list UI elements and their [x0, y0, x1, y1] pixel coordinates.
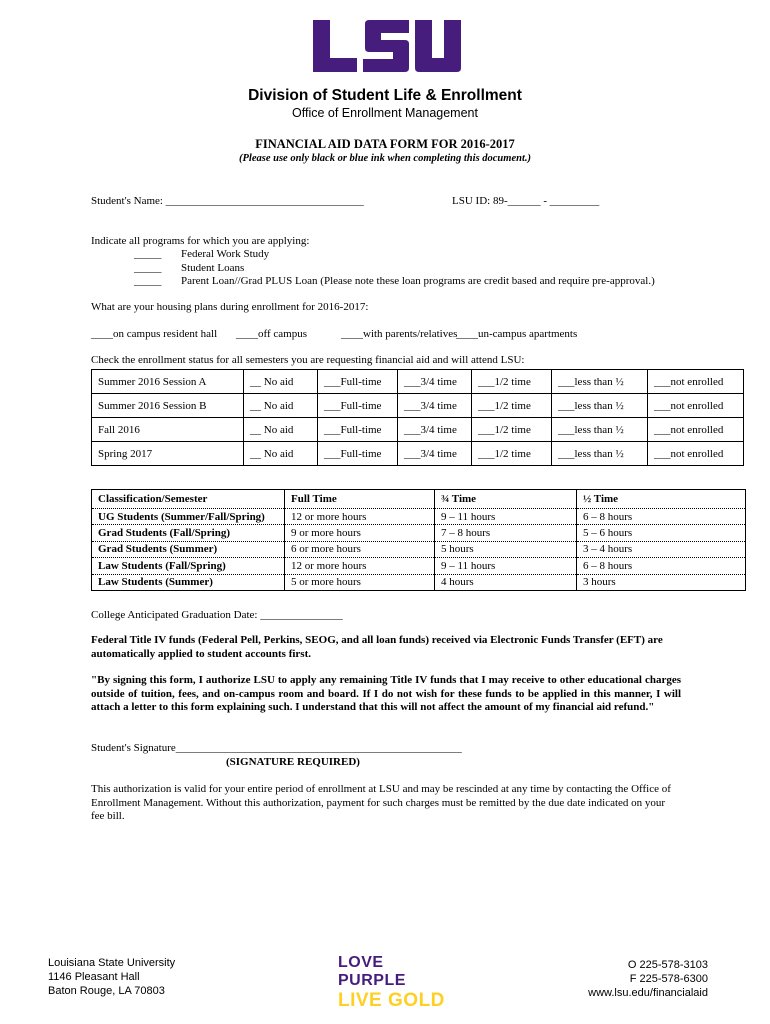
enrollment-row [92, 442, 744, 466]
hours-row [92, 574, 746, 590]
hours-value: 5 – 6 hours [577, 525, 746, 541]
program-label-fws: Federal Work Study [181, 248, 270, 260]
lsu-logo [313, 20, 461, 72]
validity-statement: This authorization is valid for your entire period of enrollment at LSU and may be rescinded at any time by contacting the Office of Enrollment Management. Without this authorization, payment for such charges must be remitted by the due date indicated on your fee bill. [91, 783, 671, 822]
hours-value: 7 – 8 hours [435, 525, 577, 541]
hours-row [92, 509, 746, 525]
column-header: Full Time [285, 490, 435, 509]
semester-label: Summer 2016 Session A [92, 370, 244, 394]
enrollment-option[interactable]: ___Full-time [318, 418, 398, 442]
hours-value: 12 or more hours [285, 509, 435, 525]
hours-value: 6 – 8 hours [577, 509, 746, 525]
enrollment-option[interactable]: ___less than ½ [552, 418, 648, 442]
enrollment-option[interactable]: __ No aid [244, 370, 318, 394]
hours-value: 9 – 11 hours [435, 509, 577, 525]
address-line: 1146 Pleasant Hall [48, 971, 140, 983]
ink-note: (Please use only black or blue ink when completing this document.) [239, 153, 531, 164]
hours-value: 5 hours [435, 541, 577, 557]
enrollment-option[interactable]: ___less than ½ [552, 370, 648, 394]
column-header: ¾ Time [435, 490, 577, 509]
love-purple-live-gold-logo [338, 954, 453, 1011]
housing-option[interactable]: ____off campus [236, 328, 307, 340]
program-label-loans: Student Loans [181, 262, 245, 274]
hours-value: 6 or more hours [285, 541, 435, 557]
program-blank-fws[interactable]: _____ [134, 248, 162, 260]
enrollment-row [92, 370, 744, 394]
semester-label: Spring 2017 [92, 442, 244, 466]
hours-row [92, 525, 746, 541]
form-title: FINANCIAL AID DATA FORM FOR 2016-2017 [255, 137, 515, 151]
enrollment-option[interactable]: ___Full-time [318, 370, 398, 394]
address-line: Baton Rouge, LA 70803 [48, 985, 165, 997]
website-link[interactable]: www.lsu.edu/financialaid [588, 987, 708, 999]
eft-notice: Federal Title IV funds (Federal Pell, Perkins, SEOG, and all loan funds) received via Electronic Funds Transfer (EFT) are automatically applied to student accounts first. [91, 634, 663, 660]
enrollment-option[interactable]: ___1/2 time [472, 442, 552, 466]
enrollment-option[interactable]: ___not enrolled [648, 442, 744, 466]
enrollment-option[interactable]: ___not enrolled [648, 418, 744, 442]
enrollment-option[interactable]: ___not enrolled [648, 370, 744, 394]
enrollment-option[interactable]: ___1/2 time [472, 418, 552, 442]
program-label-plus: Parent Loan//Grad PLUS Loan (Please note these loan programs are credit based and require pre-approval.) [181, 275, 655, 287]
authorization-statement: "By signing this form, I authorize LSU to apply any remaining Title IV funds that I may receive to other educational charges outside of tuition, fees, and on-campus room and board. If I do not wish for these funds to be applied in this manner, I will attach a letter to this form explaining such. I understand that this will not affect the amount of my financial aid refund." [91, 674, 681, 713]
hours-table [91, 489, 746, 591]
footer-address [48, 956, 175, 998]
program-blank-loans[interactable]: _____ [134, 262, 162, 274]
hours-value: 12 or more hours [285, 558, 435, 574]
signature-field[interactable]: Student's Signature____________________________________________________ [91, 742, 462, 754]
enrollment-option[interactable]: ___1/2 time [472, 370, 552, 394]
hours-value: 6 – 8 hours [577, 558, 746, 574]
column-header: ½ Time [577, 490, 746, 509]
housing-option[interactable]: ____on campus resident hall [91, 328, 218, 340]
housing-option[interactable]: ____un-campus apartments [456, 328, 578, 340]
lsu-id-field[interactable]: LSU ID: 89-______ - _________ [452, 195, 600, 207]
hours-value: 9 – 11 hours [435, 558, 577, 574]
housing-question: What are your housing plans during enrollment for 2016-2017: [91, 301, 369, 313]
enrollment-option[interactable]: ___less than ½ [552, 442, 648, 466]
enrollment-option[interactable]: ___less than ½ [552, 394, 648, 418]
housing-option[interactable]: ____with parents/relatives [341, 328, 458, 340]
program-blank-plus[interactable]: _____ [134, 275, 162, 287]
phone-fax: F 225-578-6300 [629, 973, 708, 985]
enrollment-table [91, 369, 744, 466]
enrollment-row [92, 394, 744, 418]
division-title: Division of Student Life & Enrollment [248, 87, 522, 104]
enrollment-instruction: Check the enrollment status for all semesters you are requesting financial aid and will attend LSU: [91, 354, 525, 366]
hours-value: 9 or more hours [285, 525, 435, 541]
enrollment-option[interactable]: ___3/4 time [398, 370, 472, 394]
hours-value: 3 hours [577, 574, 746, 590]
graduation-date-field[interactable]: College Anticipated Graduation Date: _______________ [91, 609, 343, 621]
enrollment-option[interactable]: ___3/4 time [398, 394, 472, 418]
slogan-bottom: LIVE GOLD [338, 990, 445, 1011]
enrollment-option[interactable]: __ No aid [244, 394, 318, 418]
classification-label: Law Students (Summer) [92, 574, 285, 590]
enrollment-option[interactable]: __ No aid [244, 418, 318, 442]
column-header: Classification/Semester [92, 490, 285, 509]
slogan-top: LOVE PURPLE [338, 954, 406, 989]
classification-label: Grad Students (Fall/Spring) [92, 525, 285, 541]
hours-header-row [92, 490, 746, 509]
hours-row [92, 558, 746, 574]
classification-label: UG Students (Summer/Fall/Spring) [92, 509, 285, 525]
phone-office: O 225-578-3103 [627, 959, 708, 971]
enrollment-option[interactable]: __ No aid [244, 442, 318, 466]
hours-value: 4 hours [435, 574, 577, 590]
semester-label: Fall 2016 [92, 418, 244, 442]
semester-label: Summer 2016 Session B [92, 394, 244, 418]
hours-value: 3 – 4 hours [577, 541, 746, 557]
student-name-field[interactable]: Student's Name: ____________________________________ [91, 195, 364, 207]
programs-intro: Indicate all programs for which you are applying: [91, 235, 310, 247]
office-title: Office of Enrollment Management [292, 106, 478, 120]
hours-row [92, 541, 746, 557]
classification-label: Grad Students (Summer) [92, 541, 285, 557]
enrollment-option[interactable]: ___1/2 time [472, 394, 552, 418]
footer-contact [588, 958, 708, 1000]
enrollment-option[interactable]: ___Full-time [318, 394, 398, 418]
enrollment-option[interactable]: ___3/4 time [398, 442, 472, 466]
signature-required: (SIGNATURE REQUIRED) [226, 756, 360, 768]
enrollment-option[interactable]: ___3/4 time [398, 418, 472, 442]
enrollment-option[interactable]: ___not enrolled [648, 394, 744, 418]
classification-label: Law Students (Fall/Spring) [92, 558, 285, 574]
enrollment-option[interactable]: ___Full-time [318, 442, 398, 466]
address-line: Louisiana State University [48, 957, 176, 969]
hours-value: 5 or more hours [285, 574, 435, 590]
enrollment-row [92, 418, 744, 442]
